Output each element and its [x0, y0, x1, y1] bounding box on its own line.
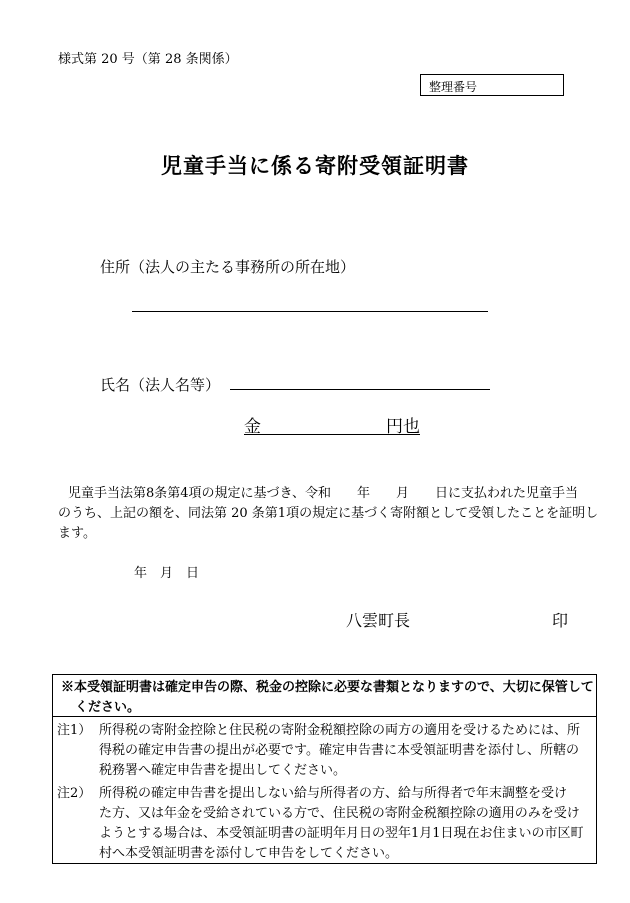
amount-prefix: 金	[244, 417, 261, 437]
document-title: 児童手当に係る寄附受領証明書	[161, 153, 469, 178]
note-1-line: 税務署へ確定申告書を提出してください。	[99, 763, 347, 778]
form-number: 様式第 20 号（第 28 条関係）	[58, 52, 238, 67]
name-field-line[interactable]	[230, 389, 490, 390]
seal-mark: 印	[552, 611, 569, 630]
notice-heading-line-1: ※本受領証明書は確定申告の際、税金の控除に必要な書類となりますので、大切に保管して	[61, 680, 594, 695]
note-2-line: ようとする場合は、本受領証明書の証明年月日の翌年1月1日現在お住まいの市区町	[99, 826, 584, 841]
reference-number-label: 整理番号	[429, 80, 478, 94]
note-2-line: 所得税の確定申告書を提出しない給与所得者の方、給与所得者で年末調整を受け	[99, 786, 568, 801]
note-2	[53, 784, 596, 864]
note-2-line: 村へ本受領証明書を添付して申告をしてください。	[99, 846, 399, 861]
note-1-line: 得税の確定申告書の提出が必要です。確定申告書に本受領証明書を添付し、所轄の	[99, 743, 579, 758]
reference-number-box[interactable]	[420, 74, 564, 96]
certification-line-3: ます。	[58, 526, 96, 541]
note-1-line: 所得税の寄附金控除と住民税の寄附金税額控除の両方の適用を受けるためには、所	[99, 723, 581, 738]
address-label: 住所（法人の主たる事務所の所在地）	[100, 258, 356, 276]
note-1-label: 注1）	[57, 723, 92, 738]
issuer-name: 八雲町長	[346, 611, 411, 630]
name-label: 氏名（法人名等）	[100, 376, 221, 394]
amount-field[interactable]	[244, 412, 420, 435]
note-1	[53, 721, 596, 781]
note-2-line: た方、又は年金を受給されている方で、住民税の寄附金税額控除の適用のみを受け	[99, 806, 580, 821]
certification-line-1: 児童手当法第8条第4項の規定に基づき、令和 年 月 日に支払われた児童手当	[68, 486, 579, 501]
certification-line-2: のうち、上記の額を、同法第 20 条第1項の規定に基づく寄附額として受領したことを証明し	[58, 506, 599, 521]
notice-box	[52, 674, 597, 864]
notice-heading	[53, 675, 596, 717]
note-2-label: 注2）	[57, 786, 92, 801]
certification-text	[58, 484, 599, 544]
note-1-text	[99, 721, 596, 781]
note-2-text	[99, 784, 596, 864]
issue-date: 年 月 日	[134, 566, 200, 581]
amount-suffix: 円也	[386, 417, 420, 437]
notice-heading-line-2: ください。	[75, 700, 141, 715]
address-field-line[interactable]	[132, 311, 488, 312]
